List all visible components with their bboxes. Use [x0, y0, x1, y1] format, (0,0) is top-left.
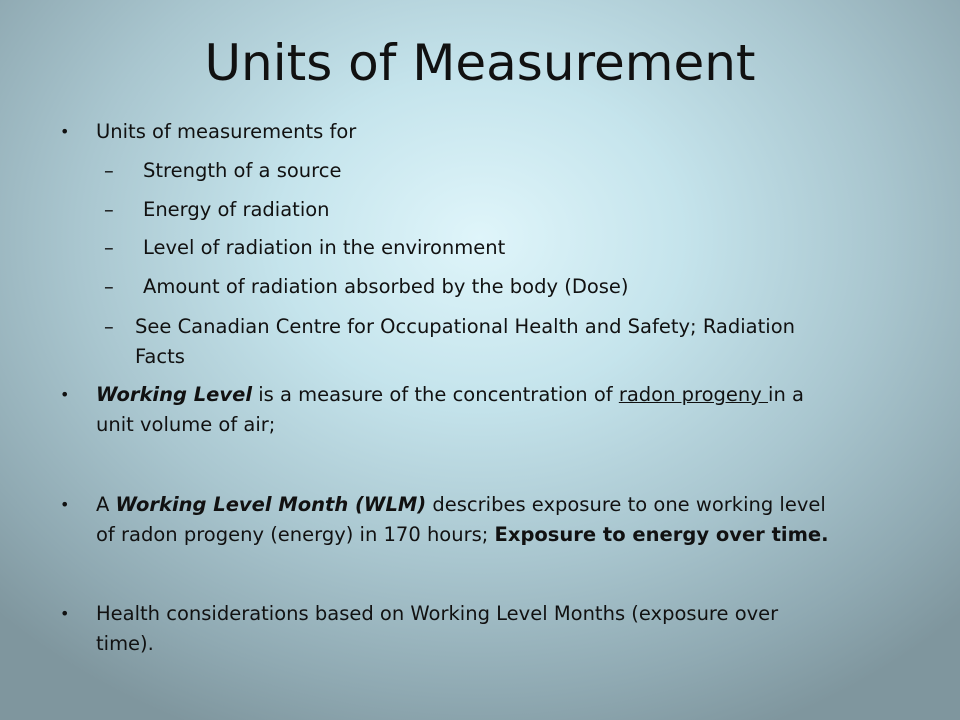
- dash-marker: –: [104, 275, 114, 298]
- bullet-working-level-line1: Working Level is a measure of the concentration of radon progeny in a: [96, 383, 804, 406]
- sub-item-energy: Energy of radiation: [143, 198, 330, 221]
- bullet-marker: •: [60, 604, 70, 623]
- sub-item-level: Level of radiation in the environment: [143, 236, 506, 259]
- term-working-level: Working Level: [96, 383, 253, 406]
- slide-title: Units of Measurement: [204, 34, 756, 92]
- dash-marker: –: [104, 315, 114, 338]
- dash-marker: –: [104, 159, 114, 182]
- bullet-health-line2: time).: [96, 632, 154, 655]
- bullet-health-line1: Health considerations based on Working Level Months (exposure over: [96, 602, 779, 625]
- link-radon-progeny[interactable]: radon progeny: [618, 383, 769, 406]
- bullet-units-for: Units of measurements for: [96, 120, 357, 143]
- sub-item-amount: Amount of radiation absorbed by the body (Dose): [143, 275, 629, 298]
- dash-marker: –: [104, 236, 114, 259]
- sub-item-ccohs-line2: Facts: [135, 345, 185, 368]
- bullet-marker: •: [60, 122, 70, 141]
- sub-item-strength: Strength of a source: [143, 159, 342, 182]
- bullet-marker: •: [60, 495, 70, 514]
- term-wlm: Working Level Month (WLM): [115, 493, 427, 516]
- bullet-wlm-line1: A Working Level Month (WLM) describes exposure to one working level: [96, 493, 826, 516]
- emphasis-exposure: Exposure to energy over time.: [494, 523, 829, 546]
- bullet-working-level-line2: unit volume of air;: [96, 413, 276, 436]
- sub-item-ccohs-line1: See Canadian Centre for Occupational Health and Safety; Radiation: [135, 315, 795, 338]
- bullet-wlm-line2: of radon progeny (energy) in 170 hours; Exposure to energy over time.: [96, 523, 829, 546]
- bullet-marker: •: [60, 385, 70, 404]
- dash-marker: –: [104, 198, 114, 221]
